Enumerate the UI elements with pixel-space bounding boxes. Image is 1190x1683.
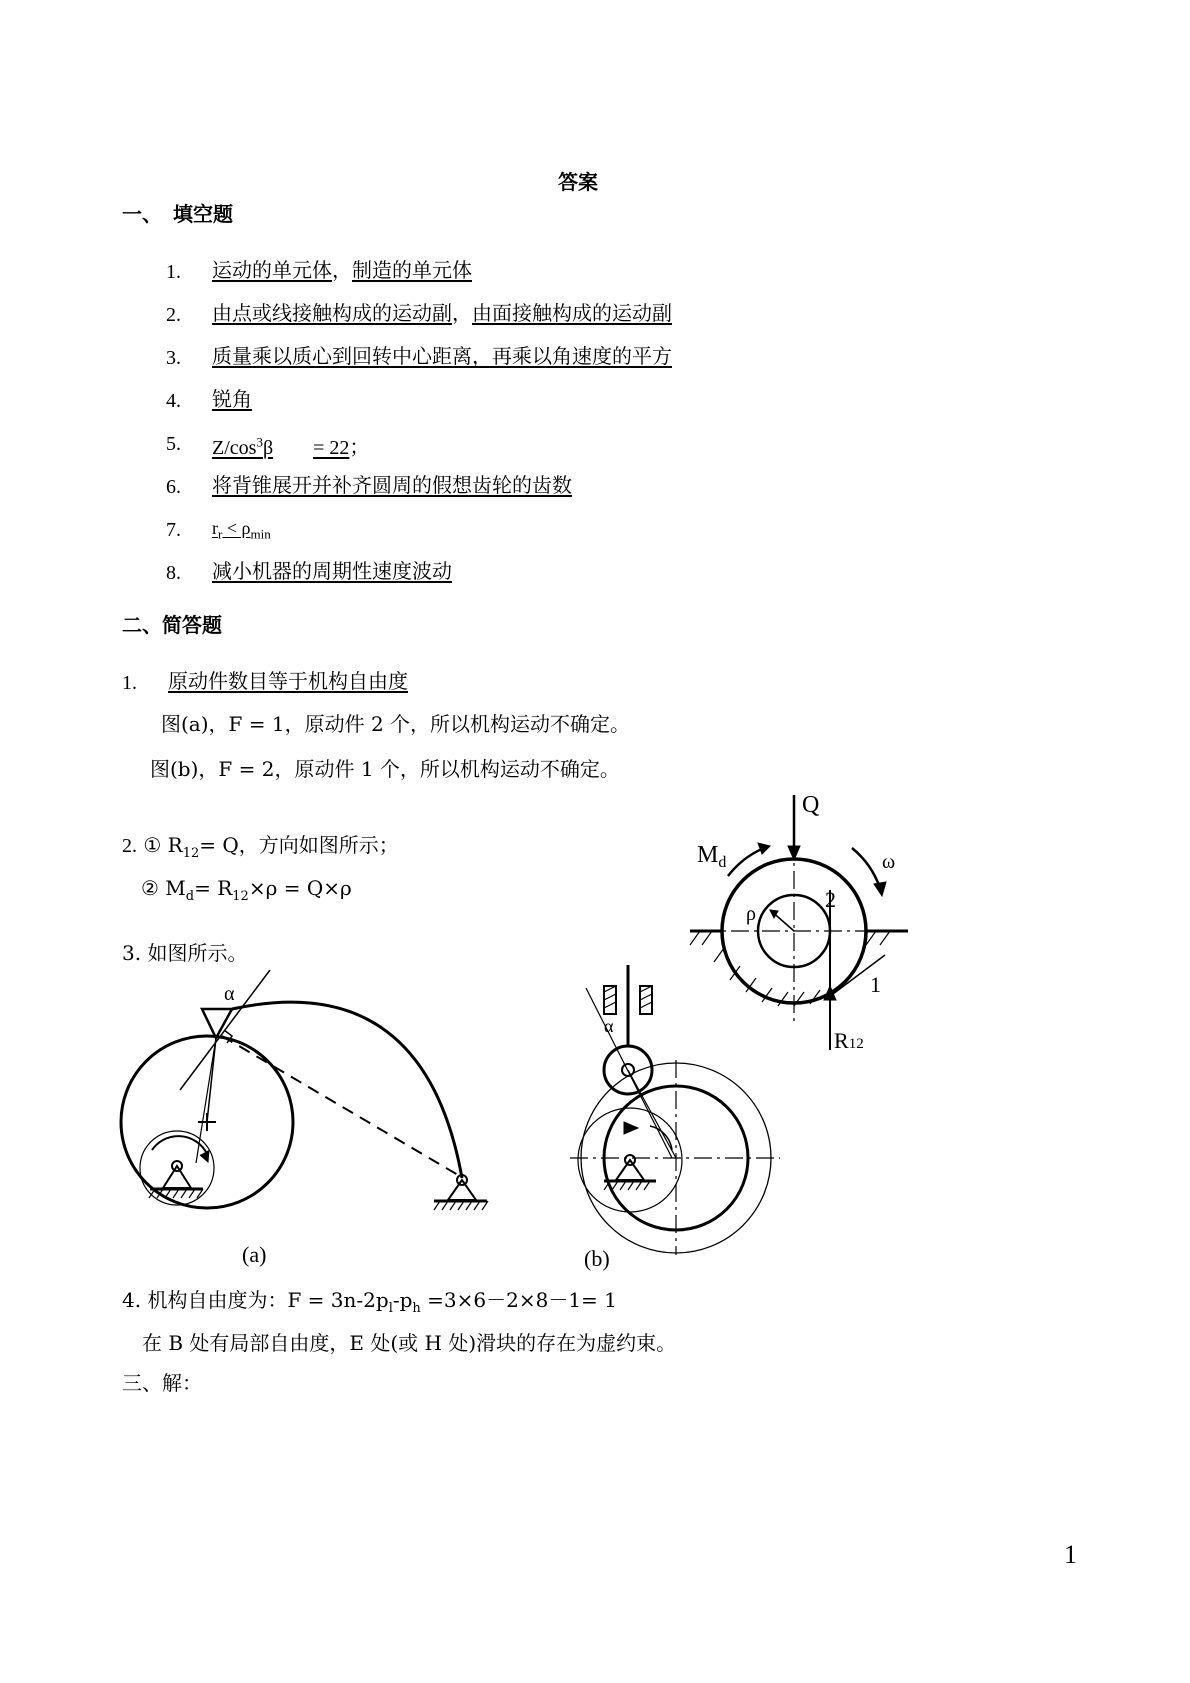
- fig-a-caption: (a): [242, 1242, 267, 1267]
- section2-heading: 二、简答题: [122, 613, 222, 637]
- item-5-formula: $Z/\cos^3\beta = 22$: [212, 434, 350, 459]
- item-2-sep: ，: [452, 301, 472, 325]
- item-1-b: 制造的单元体: [352, 258, 472, 282]
- q2-line-2: ② $M_d= R_{12}\times\rho = Q\times\rho$: [141, 876, 352, 904]
- fig-c-1: 1: [870, 972, 881, 997]
- fig-c-omega: ω: [882, 851, 896, 873]
- q2-line-1: 2. ① $R_{12}= Q$，方向如图所示；: [122, 833, 399, 861]
- q4-line-2: 在 B 处有局部自由度，E 处(或 H 处)滑块的存在为虚约束。: [142, 1331, 677, 1355]
- item-8-answer: 减小机器的周期性速度波动: [212, 559, 452, 583]
- item-7-answer: $r_r < \rho_{min}$: [212, 518, 271, 542]
- item-1-sep: ，: [332, 258, 352, 282]
- item-5-tail: ；: [349, 436, 370, 459]
- fig-c-ground-hatch: [690, 931, 890, 1006]
- item-2-num: 2.: [166, 304, 181, 326]
- item-3-num: 3.: [166, 347, 181, 369]
- item-7-num: 7.: [166, 519, 181, 541]
- q3-text: 3. 如图所示。: [122, 941, 248, 965]
- item-8-num: 8.: [166, 562, 181, 584]
- q4-line-1: 4. 机构自由度为：$F = 3n-2p_l-p_h =3\times 6-2\times 8-1= 1$: [122, 1288, 617, 1316]
- item-6-answer: 将背锥展开并补齐圆周的假想齿轮的齿数: [212, 473, 572, 497]
- item-1-num: 1.: [166, 261, 181, 283]
- item-4-num: 4.: [166, 390, 181, 412]
- fig-c-rho: ρ: [746, 903, 756, 925]
- q1-num: 1.: [122, 672, 137, 694]
- fig-b-alpha: α: [604, 1016, 614, 1036]
- item-4-answer: 锐角: [212, 387, 252, 411]
- fig-c-R12: R12: [834, 1028, 864, 1053]
- section1-heading-num: 一、: [122, 202, 162, 226]
- fig-a-alpha: α: [224, 983, 235, 1005]
- page-title: 答案: [558, 170, 598, 194]
- item-2-b: 由面接触构成的运动副: [472, 301, 672, 325]
- q1-line-a: 图(a)，F = 1，原动件 2 个，所以机构运动不确定。: [161, 712, 631, 736]
- item-6-num: 6.: [166, 476, 181, 498]
- fig-c-Md-arrow: [728, 848, 764, 876]
- item-5-num: 5.: [166, 433, 181, 455]
- fig-c-2: 2: [825, 887, 836, 912]
- fig-b-caption: (b): [584, 1246, 610, 1271]
- page-number: 1: [1064, 1540, 1077, 1569]
- item-3-answer: 质量乘以质心到回转中心距离，再乘以角速度的平方: [212, 344, 672, 368]
- section1-heading-text: 填空题: [173, 202, 233, 226]
- fig-c-Q: Q: [802, 792, 820, 818]
- item-1-a: 运动的单元体: [212, 258, 332, 282]
- item-2-a: 由点或线接触构成的运动副: [212, 301, 452, 325]
- fig-c-omega-arrow: [852, 848, 880, 888]
- q1-answer-text: 原动件数目等于机构自由度: [168, 669, 408, 693]
- fig-c-Md: $M_d$: [697, 842, 727, 871]
- section3-heading: 三、解：: [122, 1371, 202, 1395]
- q1-line-b: 图(b)，F = 2，原动件 1 个，所以机构运动不确定。: [150, 757, 620, 781]
